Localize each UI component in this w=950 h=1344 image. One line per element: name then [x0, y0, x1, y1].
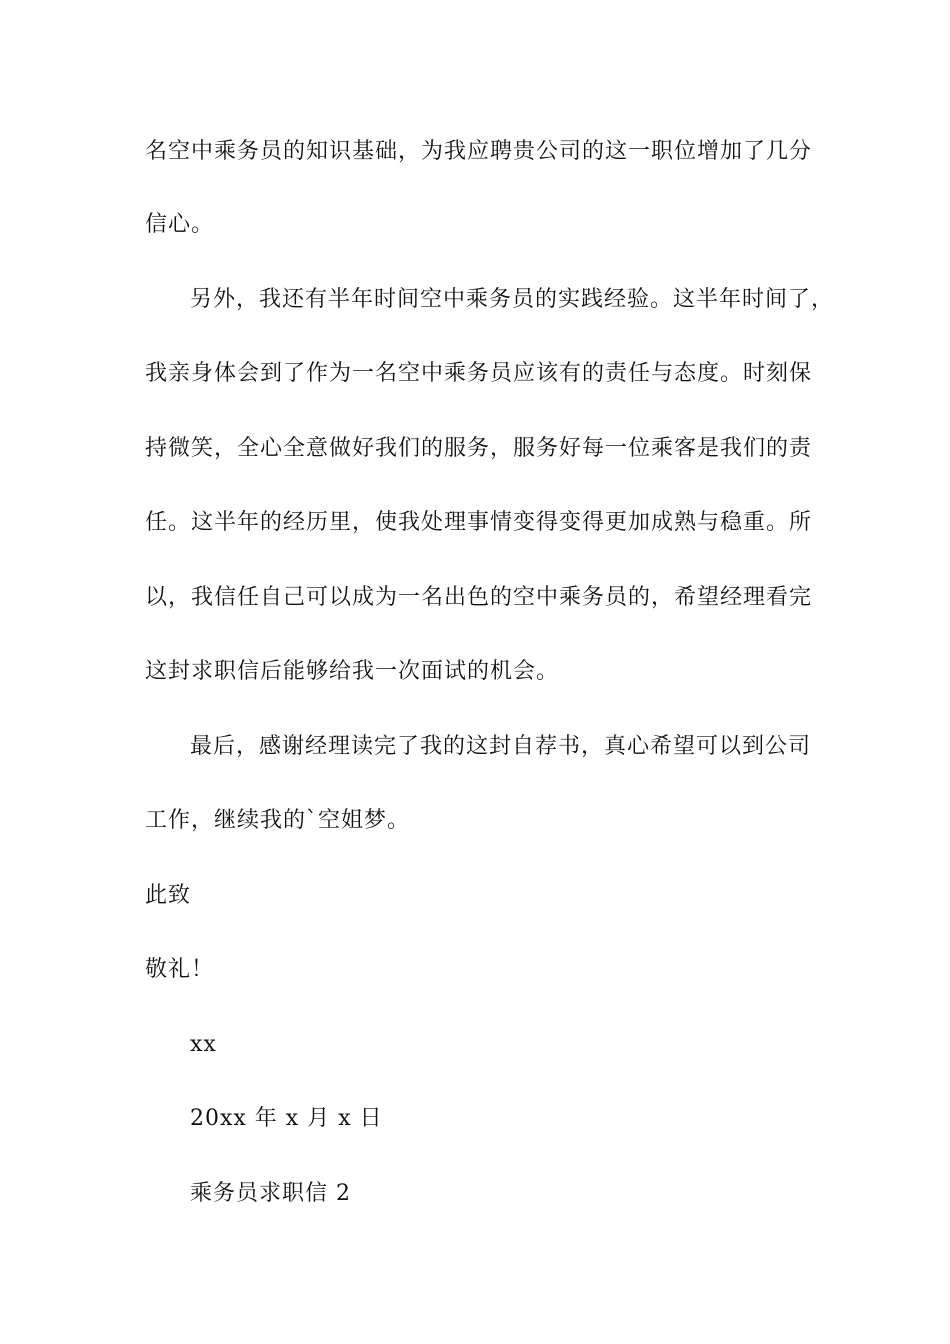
paragraph-line: 名空中乘务员的知识基础，为我应聘贵公司的这一职位增加了几分 [145, 139, 813, 164]
closing-regards: 敬礼！ [145, 957, 215, 982]
signature-name: xx [190, 1032, 217, 1057]
paragraph-line: 以，我信任自己可以成为一名出色的空中乘务员的，希望经理看完 [145, 585, 813, 610]
closing-salutation: 此致 [145, 883, 192, 908]
paragraph-line: 另外，我还有半年时间空中乘务员的实践经验。这半年时间了， [190, 287, 835, 312]
paragraph-line: 工作，继续我的`空姐梦。 [145, 808, 411, 833]
paragraph-line: 这封求职信后能够给我一次面试的机会。 [145, 659, 560, 684]
paragraph-line: 最后，感谢经理读完了我的这封自荐书，真心希望可以到公司 [190, 734, 812, 759]
next-section-title: 乘务员求职信 2 [190, 1181, 351, 1206]
signature-date: 20xx 年 x 月 x 日 [190, 1106, 383, 1131]
paragraph-line: 信心。 [145, 212, 215, 237]
paragraph-line: 任。这半年的经历里，使我处理事情变得变得更加成熟与稳重。所 [145, 510, 813, 535]
paragraph-line: 持微笑，全心全意做好我们的服务，服务好每一位乘客是我们的责 [145, 436, 813, 461]
paragraph-line: 我亲身体会到了作为一名空中乘务员应该有的责任与态度。时刻保 [145, 361, 813, 386]
